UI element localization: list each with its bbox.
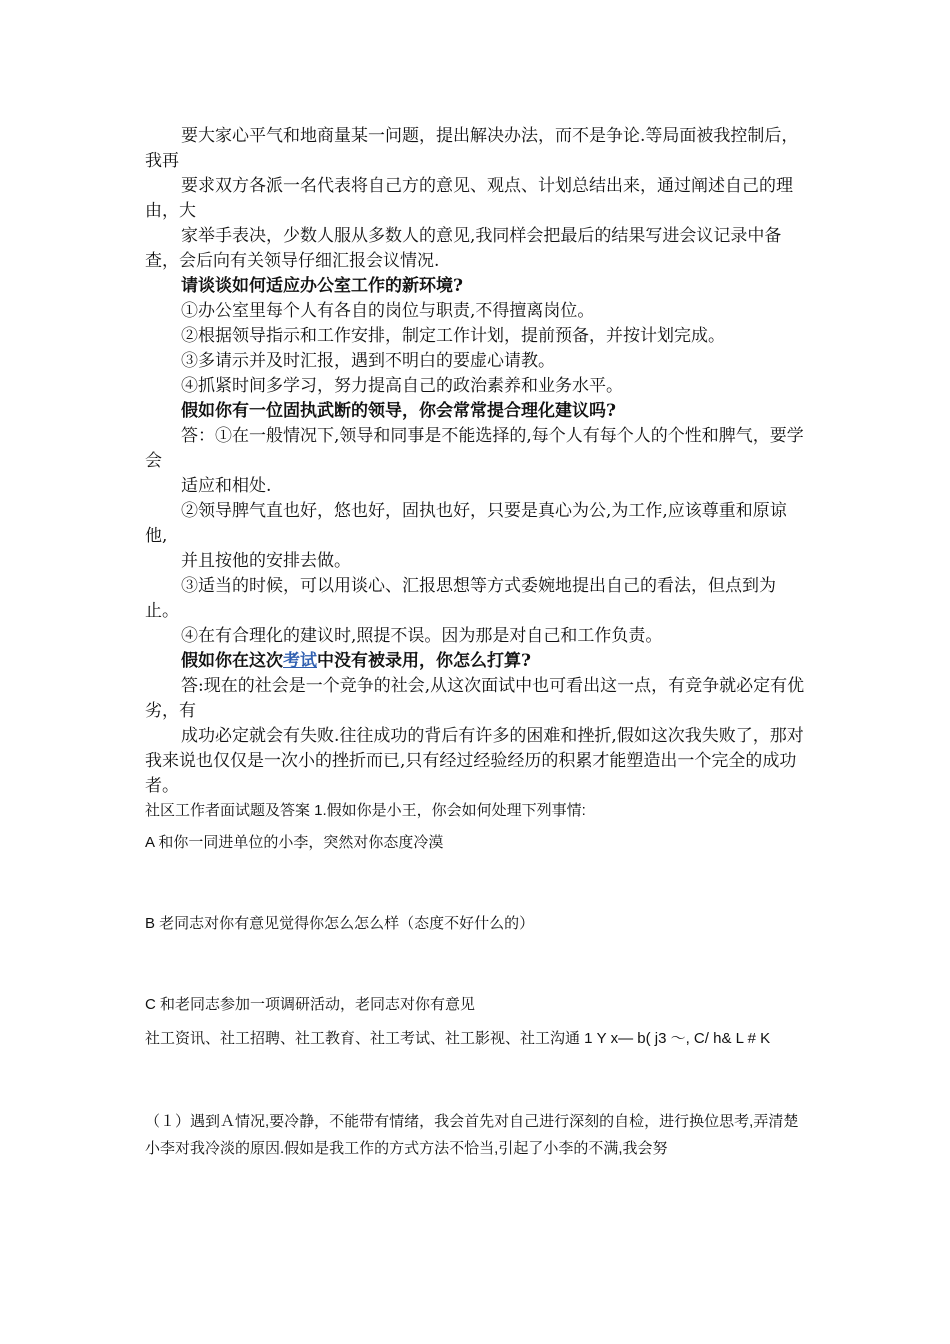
question-heading: 假如你有一位固执武断的领导，你会常常提合理化建议吗? <box>181 401 616 421</box>
option-b: B 老同志对你有意见觉得你怎么怎么样（态度不好什么的） <box>145 915 535 932</box>
paragraph: 成功必定就会有失败.往往成功的背后有许多的困难和挫折,假如这次我失败了，那对我来说也仅仅是一次小的挫折而已,只有经过经验经历的积累才能塑造出一个完全的成功者。 <box>145 726 804 796</box>
paragraph: 要大家心平气和地商量某一问题，提出解决办法，而不是争论.等局面被我控制后，我再 <box>145 126 799 171</box>
exam-link[interactable]: 考试 <box>283 651 317 671</box>
paragraph: 答：①在一般情况下,领导和同事是不能选择的,每个人有每个人的个性和脾气，要学会 <box>145 426 804 471</box>
paragraph: 要求双方各派一名代表将自己方的意见、观点、计划总结出来，通过阐述自己的理由，大 <box>145 176 793 221</box>
paragraph: 适应和相处. <box>181 476 272 496</box>
question-heading <box>145 649 807 674</box>
question-heading: 请谈谈如何适应办公室工作的新环境? <box>181 276 463 296</box>
heading-text-after: 中没有被录用，你怎么打算? <box>317 651 531 671</box>
paragraph: 家举手表决，少数人服从多数人的意见,我同样会把最后的结果写进会议记录中备查，会后向有关领导仔细汇报会议情况. <box>145 226 782 271</box>
tags-line: 社工资讯、社工招聘、社工教育、社工考试、社工影视、社工沟通 1 Y x— b( j3 ～, C/ h& L # K <box>145 1030 771 1047</box>
option-a: A 和你一同进单位的小李，突然对你态度冷漠 <box>145 834 444 851</box>
list-item: ④抓紧时间多学习，努力提高自己的政治素养和业务水平。 <box>181 376 623 396</box>
paragraph: ④在有合理化的建议时,照提不误。因为那是对自己和工作负责。 <box>181 626 663 646</box>
heading-text-before: 假如你在这次 <box>181 651 283 671</box>
answer-paragraph: （１）遇到Ａ情况,要冷静，不能带有情绪，我会首先对自己进行深刻的自检，进行换位思考,弄清楚小李对我冷淡的原因.假如是我工作的方式方法不恰当,引起了小李的不满,我会努 <box>145 1113 799 1157</box>
paragraph: ②领导脾气直也好，悠也好，固执也好，只要是真心为公,为工作,应该尊重和原谅他, <box>145 501 787 546</box>
paragraph: ③适当的时候，可以用谈心、汇报思想等方式委婉地提出自己的看法，但点到为止。 <box>145 576 776 621</box>
paragraph: 并且按他的安排去做。 <box>181 551 351 571</box>
list-item: ①办公室里每个人有各自的岗位与职责,不得擅离岗位。 <box>181 301 595 321</box>
list-item: ②根据领导指示和工作安排，制定工作计划，提前预备，并按计划完成。 <box>181 326 725 346</box>
document-body <box>145 124 807 1162</box>
list-item: ③多请示并及时汇报，遇到不明白的要虚心请教。 <box>181 351 555 371</box>
paragraph: 答:现在的社会是一个竞争的社会,从这次面试中也可看出这一点，有竞争就必定有优劣，有 <box>145 676 805 721</box>
interview-intro: 社区工作者面试题及答案 1.假如你是小王，你会如何处理下列事情: <box>145 802 586 819</box>
option-c: C 和老同志参加一项调研活动，老同志对你有意见 <box>145 996 476 1013</box>
